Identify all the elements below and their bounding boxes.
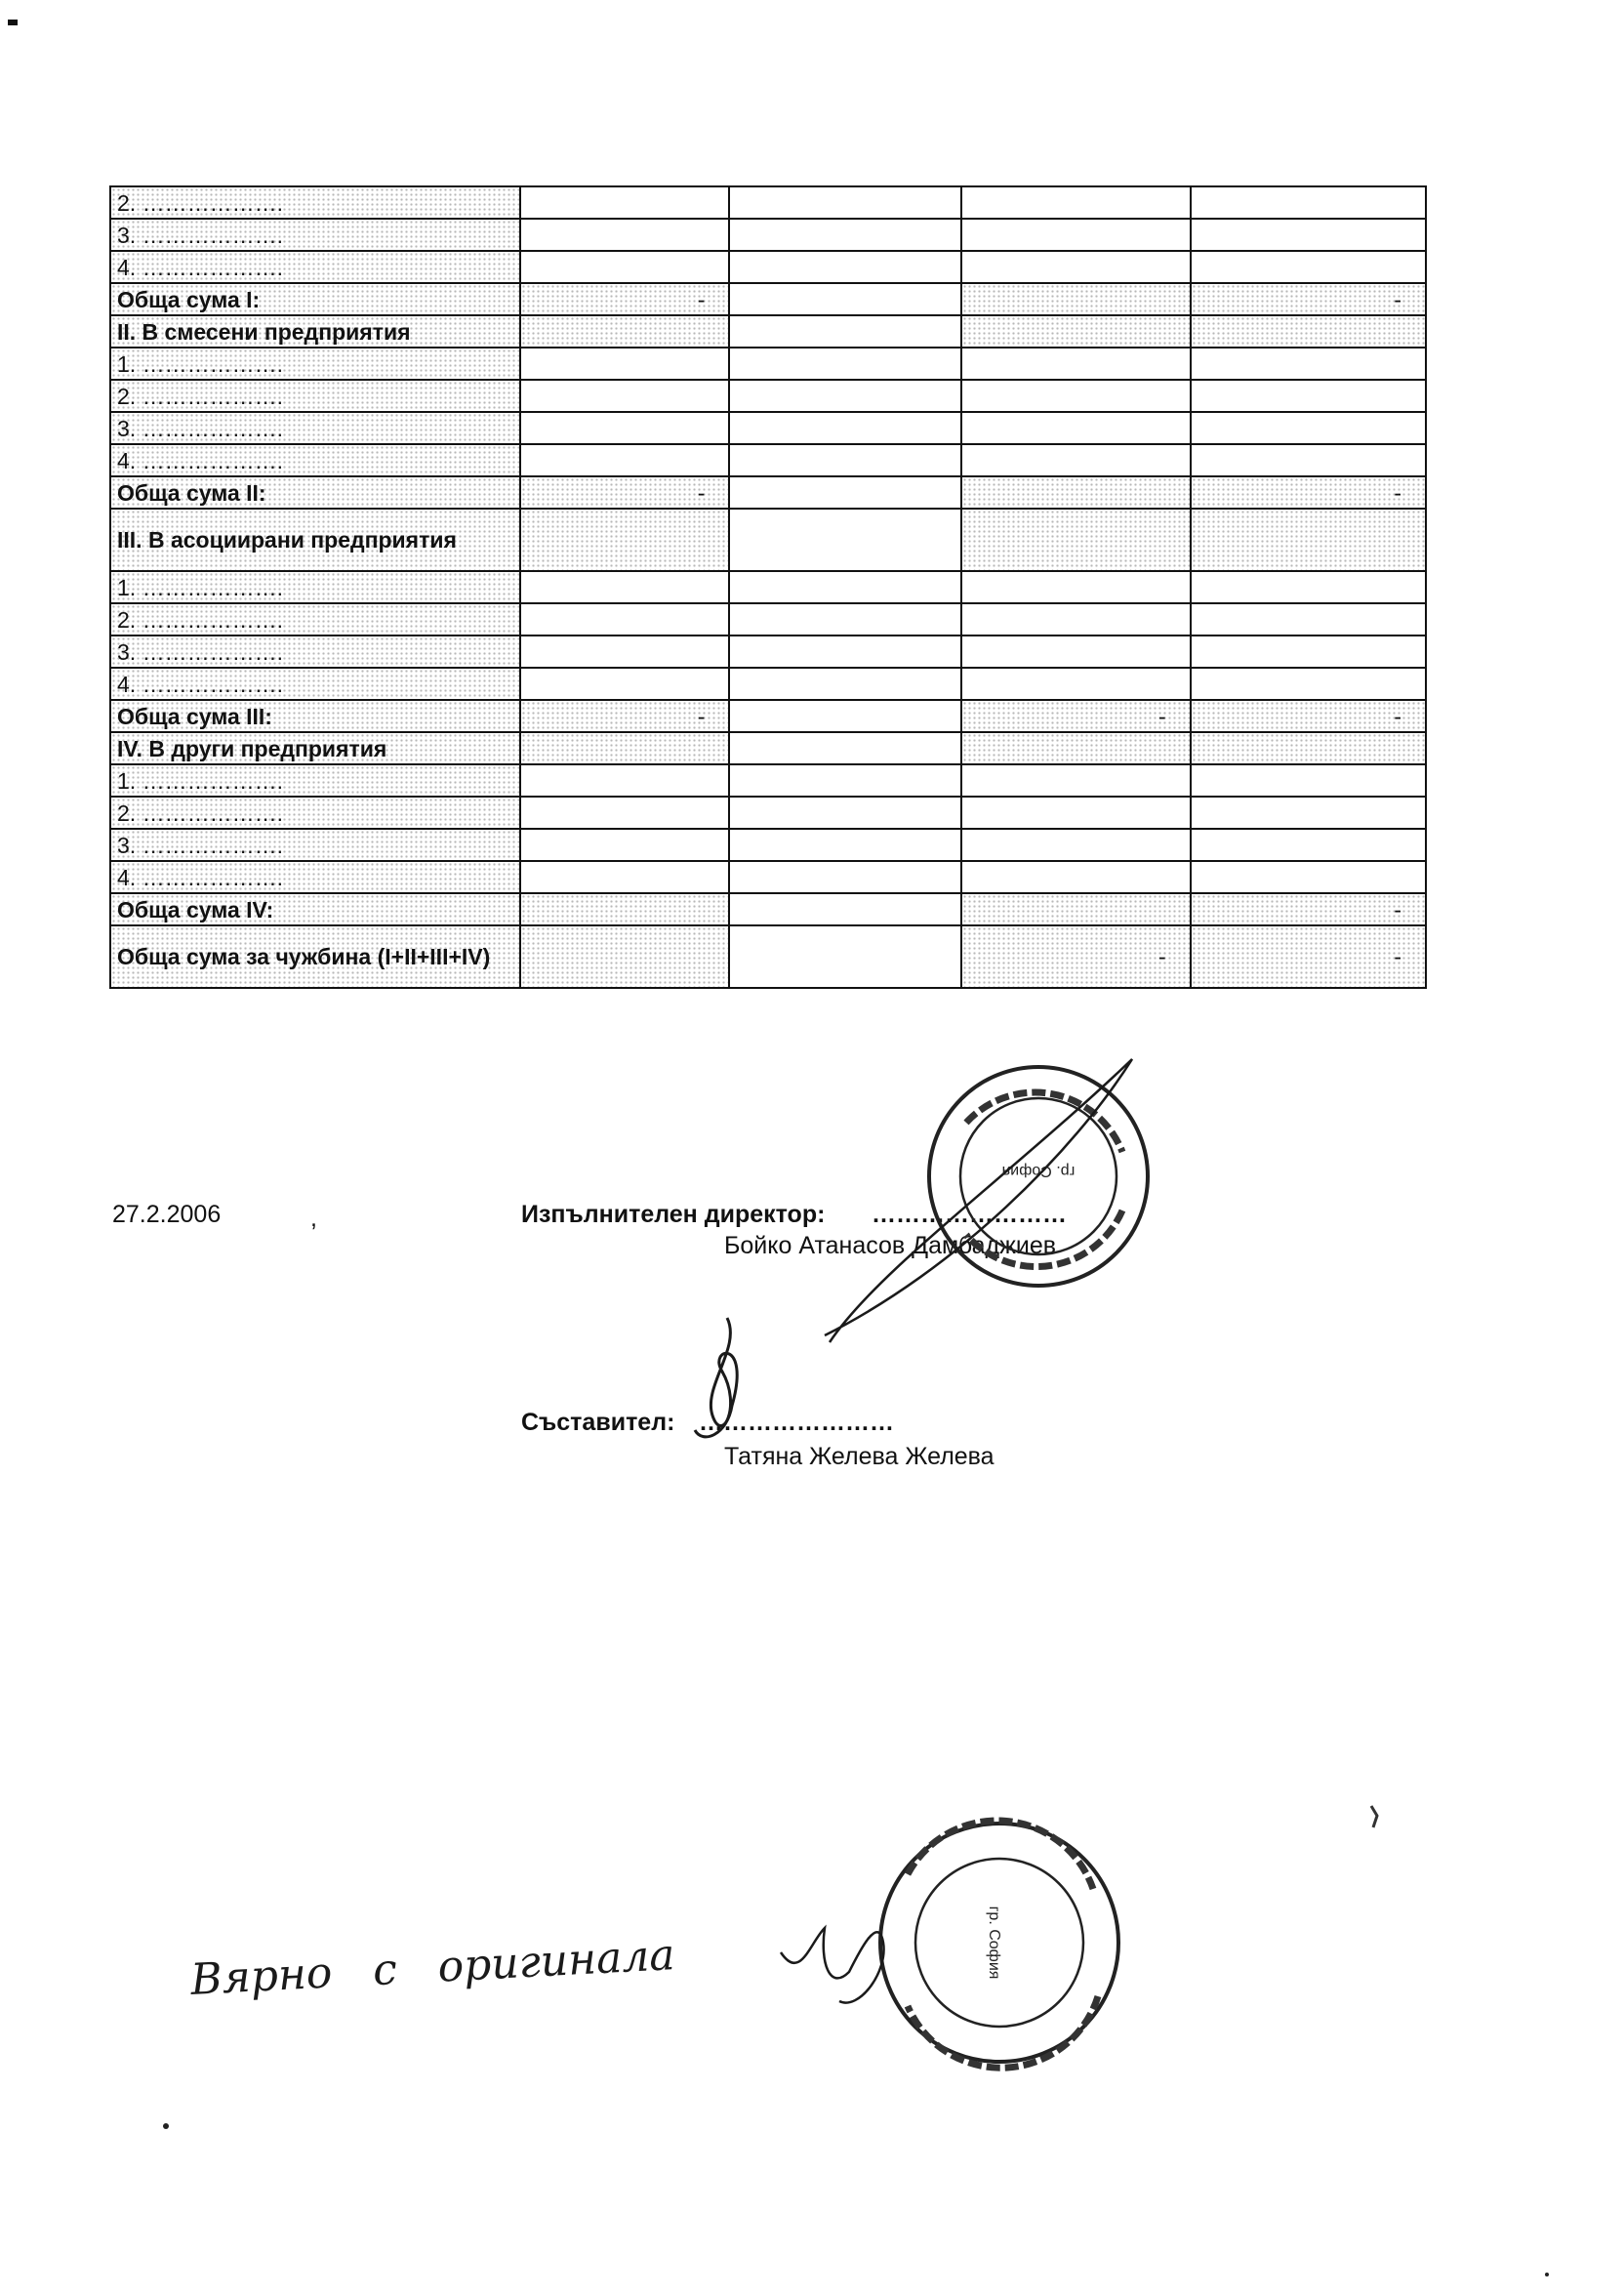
row-label: 3. ………………. [110,219,520,251]
director-signature-line: …………………… [872,1201,1067,1228]
value-cell: - [1191,283,1426,315]
row-label: 3. ………………. [110,636,520,668]
row-label: II. В смесени предприятия [110,315,520,348]
document-date: 27.2.2006 [112,1201,222,1228]
row-label: 4. ………………. [110,444,520,476]
compiler-signature-stroke [695,1318,737,1437]
row-label: 2. ………………. [110,186,520,219]
row-label: 4. ………………. [110,861,520,893]
svg-text:гр. София: гр. София [986,1906,1002,1980]
row-label: 2. ………………. [110,603,520,636]
handwritten-initials [781,1928,884,2003]
row-label: 3. ………………. [110,412,520,444]
row-label: 4. ………………. [110,251,520,283]
value-cell: - [1191,476,1426,509]
value-cell: - [961,700,1191,732]
director-signature-stroke [825,1059,1132,1342]
director-name: Бойко Атанасов Дамбаджиев [724,1232,1057,1259]
value-cell: - [1191,925,1426,988]
row-label: 1. ………………. [110,764,520,797]
value-cell: - [961,925,1191,988]
row-label: Обща сума III: [110,700,520,732]
row-label: Обща сума за чужбина (I+II+III+IV) [110,925,520,988]
date-comma: , [310,1205,317,1232]
row-label: IV. В други предприятия [110,732,520,764]
row-label: 1. ………………. [110,571,520,603]
value-cell: - [1191,700,1426,732]
compiler-name: Татяна Желева Желева [724,1443,995,1470]
row-label: Обща сума IV: [110,893,520,925]
company-seal-bottom [880,1821,1118,2068]
svg-text:гр. София: гр. София [1001,1163,1076,1179]
row-label: Обща сума I: [110,283,520,315]
handwritten-certification-note: Вярно с оригинала [189,1930,676,2005]
director-label: Изпълнителен директор: [521,1201,826,1228]
value-cell: - [520,476,729,509]
row-label: Обща сума II: [110,476,520,509]
row-label: 3. ………………. [110,829,520,861]
compiler-label: Съставител: [521,1409,675,1436]
row-label: III. В асоциирани предприятия [110,509,520,571]
compiler-signature-line: …………………… [699,1409,894,1436]
row-label: 2. ………………. [110,797,520,829]
value-cell: - [1191,893,1426,925]
row-label: 1. ………………. [110,348,520,380]
value-cell: - [520,283,729,315]
value-cell: - [520,700,729,732]
row-label: 2. ………………. [110,380,520,412]
row-label: 4. ………………. [110,668,520,700]
